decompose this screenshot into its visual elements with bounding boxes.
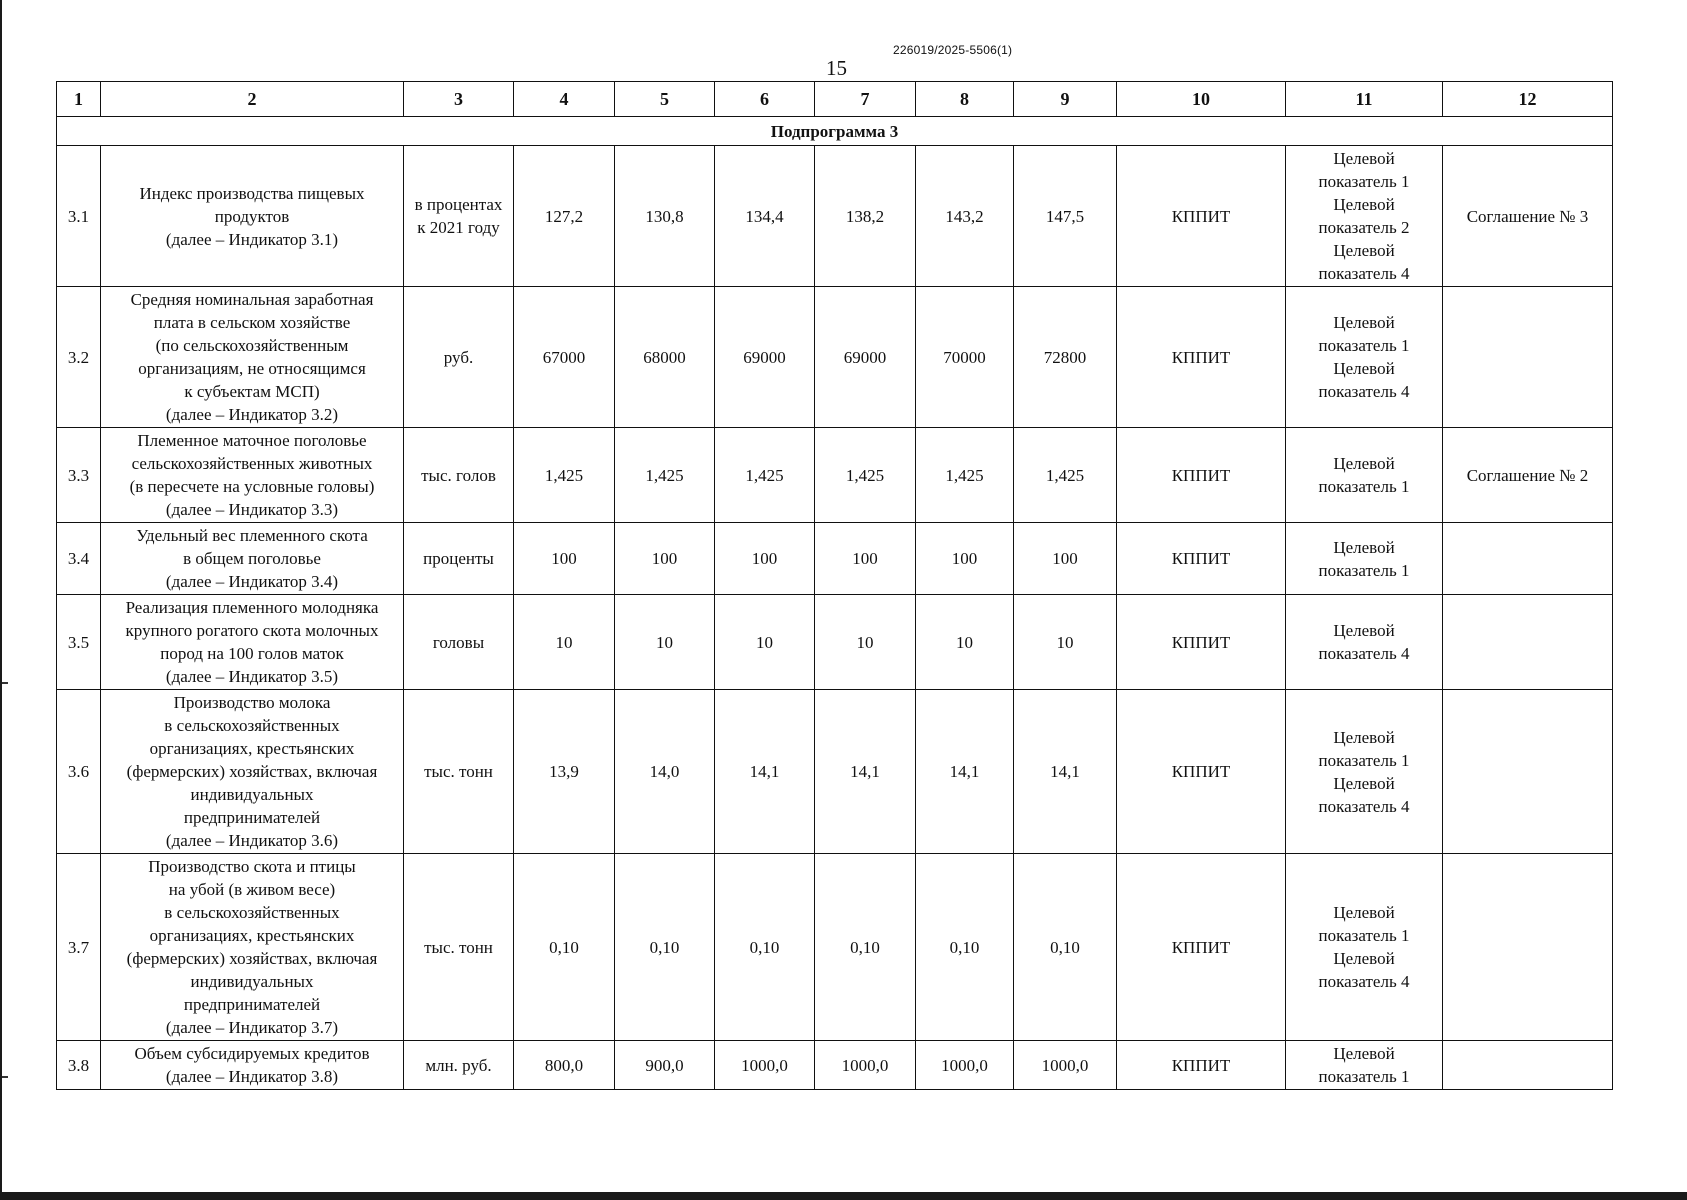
indicator-name-line: (далее – Индикатор 3.8) xyxy=(165,1067,339,1086)
year-value: 14,0 xyxy=(615,690,715,854)
page-number: 15 xyxy=(826,56,847,80)
indicator-name xyxy=(101,690,404,854)
unit-line: тыс. голов xyxy=(421,465,496,485)
indicator-name-line: Удельный вес племенного скота xyxy=(136,526,368,545)
data-source: КППИТ xyxy=(1117,854,1286,1041)
year-value: 70000 xyxy=(916,287,1014,428)
year-value: 0,10 xyxy=(916,854,1014,1041)
table-row xyxy=(57,428,1613,523)
indicator-name-line: на убой (в живом весе) xyxy=(168,880,336,899)
year-value: 100 xyxy=(916,523,1014,595)
year-value: 1000,0 xyxy=(1014,1041,1117,1090)
target-indicator-line: Целевой xyxy=(1333,773,1395,793)
unit-line: тыс. тонн xyxy=(424,762,493,781)
column-number: 5 xyxy=(615,82,715,117)
column-number: 9 xyxy=(1014,82,1117,117)
year-value: 100 xyxy=(815,523,916,595)
indicator-number: 3.5 xyxy=(57,595,101,690)
indicator-name-line: предпринимателей xyxy=(183,808,321,827)
indicator-name-line: организациях, крестьянских xyxy=(149,739,355,758)
year-value: 127,2 xyxy=(514,146,615,287)
column-number: 4 xyxy=(514,82,615,117)
year-value: 100 xyxy=(615,523,715,595)
indicator-name-line: (по сельскохозяйственным xyxy=(155,336,349,355)
indicator-name-line: пород на 100 голов маток xyxy=(160,644,344,663)
indicator-name-line: (далее – Индикатор 3.6) xyxy=(165,831,339,850)
indicator-name xyxy=(101,287,404,428)
indicators-table xyxy=(56,81,1613,1090)
year-value: 1,425 xyxy=(715,428,815,523)
unit-of-measure xyxy=(404,287,514,428)
scan-mark xyxy=(2,1076,8,1078)
indicator-name-line: (фермерских) хозяйствах, включая xyxy=(126,762,378,781)
year-value: 10 xyxy=(1014,595,1117,690)
unit-line: руб. xyxy=(443,347,474,367)
year-value: 14,1 xyxy=(715,690,815,854)
indicator-name-line: в сельскохозяйственных xyxy=(164,716,340,735)
target-indicator-line: показатель 2 xyxy=(1318,218,1410,237)
year-value: 10 xyxy=(715,595,815,690)
indicator-name-line: Производство скота и птицы xyxy=(148,857,356,876)
year-value: 1,425 xyxy=(815,428,916,523)
unit-of-measure xyxy=(404,1041,514,1090)
table-row xyxy=(57,146,1613,287)
indicator-name-line: предпринимателей xyxy=(183,995,321,1014)
data-source: КППИТ xyxy=(1117,523,1286,595)
subprogram-row xyxy=(57,117,1613,146)
unit-of-measure xyxy=(404,523,514,595)
unit-of-measure xyxy=(404,690,514,854)
year-value: 68000 xyxy=(615,287,715,428)
agreement xyxy=(1443,287,1613,428)
year-value: 1000,0 xyxy=(815,1041,916,1090)
table-row xyxy=(57,854,1613,1041)
year-value: 100 xyxy=(715,523,815,595)
column-number: 10 xyxy=(1117,82,1286,117)
data-source: КППИТ xyxy=(1117,1041,1286,1090)
column-number: 1 xyxy=(57,82,101,117)
year-value: 10 xyxy=(514,595,615,690)
year-value: 0,10 xyxy=(1014,854,1117,1041)
indicator-name-line: к субъектам МСП) xyxy=(184,382,320,401)
year-value: 130,8 xyxy=(615,146,715,287)
indicator-number: 3.7 xyxy=(57,854,101,1041)
indicator-name-line: индивидуальных xyxy=(190,785,314,804)
column-number: 7 xyxy=(815,82,916,117)
indicator-name-line: (фермерских) хозяйствах, включая xyxy=(126,949,378,968)
year-value: 67000 xyxy=(514,287,615,428)
indicator-number: 3.8 xyxy=(57,1041,101,1090)
indicator-name-line: Реализация племенного молодняка xyxy=(125,598,379,617)
target-indicator-line: Целевой xyxy=(1333,313,1395,332)
year-value: 72800 xyxy=(1014,287,1117,428)
year-value: 1,425 xyxy=(615,428,715,523)
year-value: 1000,0 xyxy=(916,1041,1014,1090)
indicator-name-line: (в пересчете на условные головы) xyxy=(129,477,375,496)
indicator-name-line: организациям, не относящимся xyxy=(138,359,366,378)
target-indicators xyxy=(1286,1041,1443,1090)
column-number: 8 xyxy=(916,82,1014,117)
data-source: КППИТ xyxy=(1117,428,1286,523)
year-value: 138,2 xyxy=(815,146,916,287)
year-value: 14,1 xyxy=(815,690,916,854)
indicator-number: 3.3 xyxy=(57,428,101,523)
target-indicator-line: Целевой xyxy=(1333,537,1395,557)
year-value: 0,10 xyxy=(514,854,615,1041)
indicator-name-line: (далее – Индикатор 3.4) xyxy=(165,572,339,591)
document-id: 226019/2025-5506(1) xyxy=(893,43,1013,57)
unit-of-measure xyxy=(404,854,514,1041)
indicator-name-line: Производство молока xyxy=(173,693,331,712)
table-row xyxy=(57,287,1613,428)
indicator-name-line: Средняя номинальная заработная xyxy=(130,290,374,309)
year-value: 0,10 xyxy=(815,854,916,1041)
target-indicator-line: показатель 4 xyxy=(1318,972,1410,991)
year-value: 14,1 xyxy=(916,690,1014,854)
target-indicator-line: показатель 4 xyxy=(1318,796,1410,816)
indicator-name-line: (далее – Индикатор 3.5) xyxy=(165,667,339,686)
indicator-name-line: Объем субсидируемых кредитов xyxy=(134,1044,370,1063)
indicator-name-line: сельскохозяйственных животных xyxy=(131,454,373,473)
year-value: 69000 xyxy=(715,287,815,428)
indicator-name-line: продуктов xyxy=(214,206,290,226)
agreement xyxy=(1443,1041,1613,1090)
indicator-name xyxy=(101,146,404,287)
table-row xyxy=(57,595,1613,690)
target-indicator-line: Целевой xyxy=(1333,149,1395,168)
table-row xyxy=(57,1041,1613,1090)
year-value: 10 xyxy=(916,595,1014,690)
year-value: 134,4 xyxy=(715,146,815,287)
target-indicator-line: Целевой xyxy=(1333,1044,1395,1063)
column-number: 12 xyxy=(1443,82,1613,117)
target-indicator-line: показатель 1 xyxy=(1318,926,1410,945)
scan-left-edge xyxy=(0,0,2,1192)
unit-line: в процентах xyxy=(414,195,503,214)
target-indicators xyxy=(1286,595,1443,690)
year-value: 10 xyxy=(815,595,916,690)
target-indicators xyxy=(1286,146,1443,287)
indicator-name-line: крупного рогатого скота молочных xyxy=(125,621,379,640)
agreement xyxy=(1443,690,1613,854)
year-value: 900,0 xyxy=(615,1041,715,1090)
unit-line: головы xyxy=(432,632,485,652)
table-row xyxy=(57,523,1613,595)
column-number: 11 xyxy=(1286,82,1443,117)
target-indicator-line: показатель 1 xyxy=(1318,750,1410,770)
target-indicator-line: Целевой xyxy=(1333,621,1395,640)
agreement: Соглашение № 2 xyxy=(1443,428,1613,523)
target-indicators xyxy=(1286,523,1443,595)
indicator-name-line: Племенное маточное поголовье xyxy=(137,431,367,450)
target-indicators xyxy=(1286,428,1443,523)
target-indicators xyxy=(1286,690,1443,854)
year-value: 1000,0 xyxy=(715,1041,815,1090)
year-value: 100 xyxy=(1014,523,1117,595)
year-value: 1,425 xyxy=(514,428,615,523)
target-indicator-line: показатель 4 xyxy=(1318,382,1410,401)
data-source: КППИТ xyxy=(1117,595,1286,690)
indicator-name-line: (далее – Индикатор 3.1) xyxy=(165,229,339,249)
year-value: 100 xyxy=(514,523,615,595)
target-indicator-line: Целевой xyxy=(1333,727,1395,747)
unit-line: проценты xyxy=(423,549,494,568)
agreement xyxy=(1443,523,1613,595)
target-indicator-line: показатель 1 xyxy=(1318,477,1410,496)
indicator-name-line: (далее – Индикатор 3.3) xyxy=(165,500,339,519)
indicator-name xyxy=(101,523,404,595)
target-indicators xyxy=(1286,854,1443,1041)
indicator-number: 3.2 xyxy=(57,287,101,428)
column-number: 3 xyxy=(404,82,514,117)
year-value: 0,10 xyxy=(615,854,715,1041)
year-value: 143,2 xyxy=(916,146,1014,287)
year-value: 147,5 xyxy=(1014,146,1117,287)
indicator-number: 3.1 xyxy=(57,146,101,287)
target-indicator-line: Целевой xyxy=(1333,903,1395,922)
unit-line: тыс. тонн xyxy=(424,937,493,957)
unit-of-measure xyxy=(404,428,514,523)
indicator-name-line: (далее – Индикатор 3.2) xyxy=(165,405,339,424)
indicator-name-line: Индекс производства пищевых xyxy=(139,183,365,203)
target-indicator-line: показатель 4 xyxy=(1318,644,1410,663)
data-source: КППИТ xyxy=(1117,690,1286,854)
scan-mark xyxy=(2,682,8,684)
target-indicator-line: Целевой xyxy=(1333,949,1395,968)
column-number: 6 xyxy=(715,82,815,117)
subprogram-title: Подпрограмма 3 xyxy=(57,117,1613,146)
agreement xyxy=(1443,854,1613,1041)
indicator-name xyxy=(101,854,404,1041)
unit-line: млн. руб. xyxy=(425,1055,492,1075)
target-indicator-line: Целевой xyxy=(1333,359,1395,378)
data-source: КППИТ xyxy=(1117,146,1286,287)
indicator-name-line: организациях, крестьянских xyxy=(149,926,355,945)
indicator-name-line: плата в сельском хозяйстве xyxy=(153,313,351,332)
agreement xyxy=(1443,595,1613,690)
year-value: 0,10 xyxy=(715,854,815,1041)
agreement: Соглашение № 3 xyxy=(1443,146,1613,287)
target-indicator-line: показатель 1 xyxy=(1318,560,1410,580)
target-indicator-line: показатель 4 xyxy=(1318,264,1410,283)
target-indicator-line: Целевой xyxy=(1333,241,1395,260)
year-value: 10 xyxy=(615,595,715,690)
indicator-name xyxy=(101,1041,404,1090)
indicator-name-line: индивидуальных xyxy=(190,972,314,991)
target-indicator-line: показатель 1 xyxy=(1318,172,1410,191)
data-source: КППИТ xyxy=(1117,287,1286,428)
indicator-name xyxy=(101,428,404,523)
target-indicators xyxy=(1286,287,1443,428)
year-value: 13,9 xyxy=(514,690,615,854)
indicator-name-line: в общем поголовье xyxy=(183,549,321,568)
indicator-number: 3.4 xyxy=(57,523,101,595)
table-body xyxy=(57,82,1613,1090)
column-number-row xyxy=(57,82,1613,117)
unit-of-measure xyxy=(404,595,514,690)
indicator-number: 3.6 xyxy=(57,690,101,854)
scan-bottom-edge xyxy=(0,1192,1687,1200)
table-row xyxy=(57,690,1613,854)
year-value: 69000 xyxy=(815,287,916,428)
target-indicator-line: показатель 1 xyxy=(1318,336,1410,355)
year-value: 14,1 xyxy=(1014,690,1117,854)
year-value: 1,425 xyxy=(1014,428,1117,523)
target-indicator-line: показатель 1 xyxy=(1318,1067,1410,1086)
indicator-name-line: в сельскохозяйственных xyxy=(164,903,340,922)
target-indicator-line: Целевой xyxy=(1333,195,1395,214)
indicator-name-line: (далее – Индикатор 3.7) xyxy=(165,1018,339,1037)
year-value: 1,425 xyxy=(916,428,1014,523)
target-indicator-line: Целевой xyxy=(1333,454,1395,473)
year-value: 800,0 xyxy=(514,1041,615,1090)
unit-line: к 2021 году xyxy=(417,218,500,237)
indicator-name xyxy=(101,595,404,690)
column-number: 2 xyxy=(101,82,404,117)
unit-of-measure xyxy=(404,146,514,287)
